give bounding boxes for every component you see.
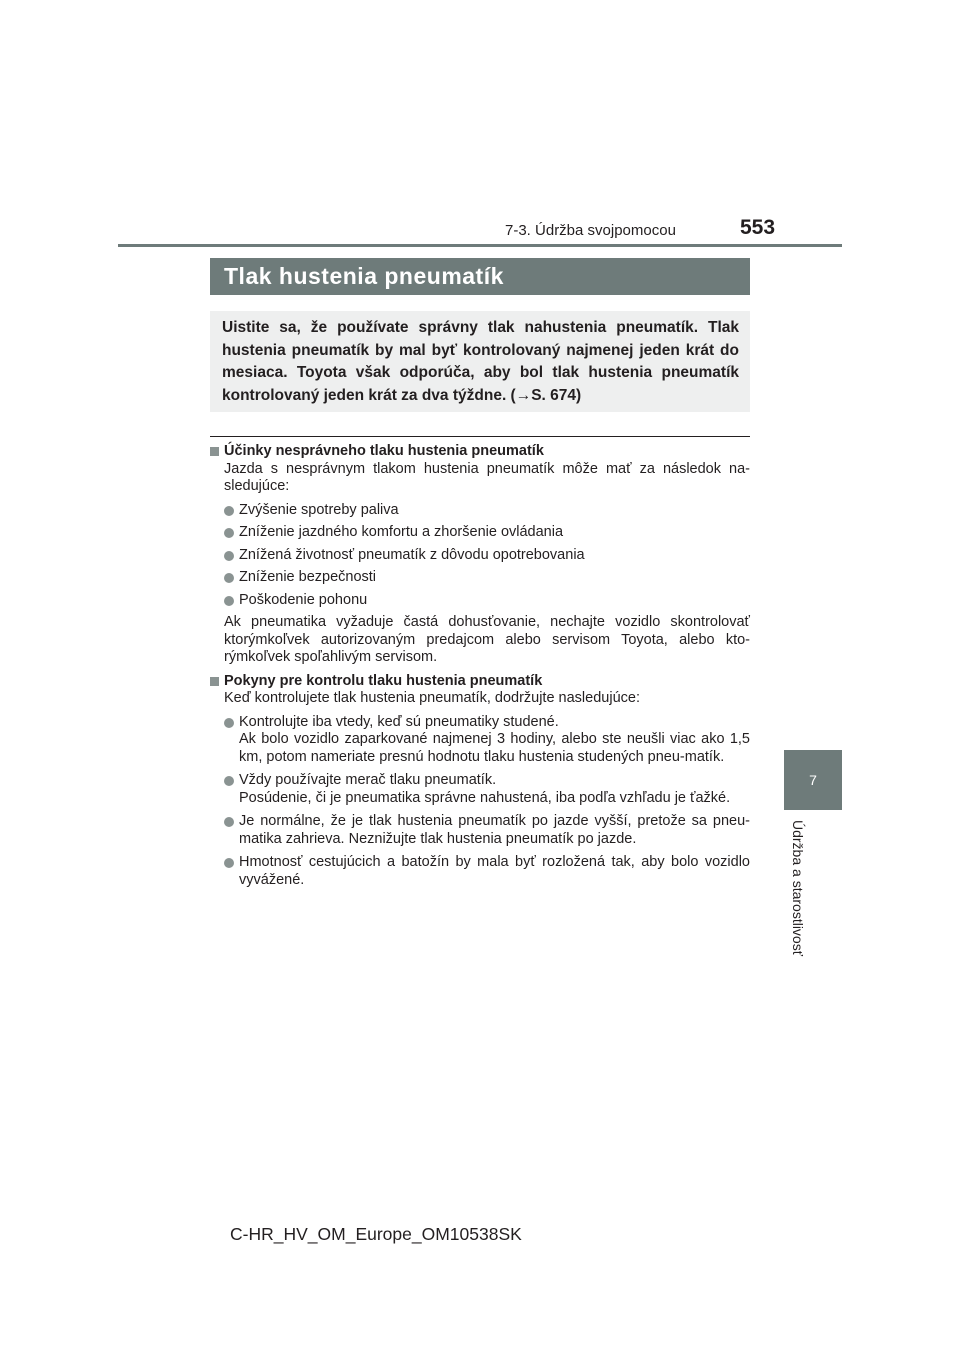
bullet-dot-icon — [224, 596, 234, 606]
list-item: Zvýšenie spotreby paliva — [210, 502, 750, 520]
running-header-section: 7-3. Údržba svojpomocou — [505, 222, 676, 239]
bullet-dot-icon — [224, 858, 234, 868]
bullet-dot-icon — [224, 776, 234, 786]
bullet-dot-icon — [224, 817, 234, 827]
bullet-dot-icon — [224, 573, 234, 583]
header-rule — [118, 244, 842, 247]
subsection-heading: Účinky nesprávneho tlaku hustenia pneumatík — [210, 443, 750, 461]
content-body — [210, 443, 750, 895]
bullet-dot-icon — [224, 551, 234, 561]
list-item: Zníženie jazdného komfortu a zhoršenie ovládania — [210, 524, 750, 542]
subsection-outro: Ak pneumatika vyžaduje častá dohusťovanie, nechajte vozidlo skontrolovať ktorýmkoľvek autorizovaným predajcom alebo servisom Toyota, alebo kto-rýmkoľvek spoľahlivým servisom. — [224, 614, 750, 665]
bullet-dot-icon — [224, 718, 234, 728]
list-item: Zníženie bezpečnosti — [210, 569, 750, 587]
subsection-heading: Pokyny pre kontrolu tlaku hustenia pneumatík — [210, 673, 750, 691]
chapter-tab — [784, 750, 842, 810]
list-item: Hmotnosť cestujúcich a batožín by mala byť rozložená tak, aby bolo vozidlo vyvážené. — [210, 854, 750, 889]
chapter-title-vertical: Údržba a starostlivosť — [790, 820, 806, 956]
bullet-dot-icon — [224, 528, 234, 538]
square-bullet-icon — [210, 677, 219, 686]
subsection-intro: Keď kontrolujete tlak hustenia pneumatík, dodržujte nasledujúce: — [224, 690, 640, 706]
intro-box — [210, 311, 750, 412]
subsection-intro: Jazda s nesprávnym tlakom hustenia pneumatík môže mať za následok na-sledujúce: — [224, 460, 750, 494]
chapter-number: 7 — [809, 772, 817, 788]
list-item: Je normálne, že je tlak hustenia pneumatík po jazde vyšší, pretože sa pneu-matika zahrieva. Neznižujte tlak hustenia pneumatík po jazde. — [210, 813, 750, 848]
section-rule — [210, 436, 750, 437]
page-number: 553 — [740, 216, 776, 239]
section-title-bar — [210, 258, 750, 295]
bullet-dot-icon — [224, 506, 234, 516]
document-footer-id: C-HR_HV_OM_Europe_OM10538SK — [230, 1224, 522, 1244]
list-item: Znížená životnosť pneumatík z dôvodu opotrebovania — [210, 547, 750, 565]
intro-text: Uistite sa, že používate správny tlak nahustenia pneumatík. Tlak hustenia pneumatík by mal byť kontrolovaný najmenej jeden krát do mesiaca. Toyota však odporúča, aby bol tlak hustenia pneumatík kontrolovaný jeden krát za dva týždne. (→S. 674) — [222, 319, 739, 404]
list-item: Poškodenie pohonu — [210, 592, 750, 610]
list-item: Kontrolujte iba vtedy, keď sú pneumatiky studené. Ak bolo vozidlo zaparkované najmenej 3 hodiny, alebo ste neušli viac ako 1,5 km, potom nameriate presnú hodnotu tlaku hustenia studených pneu-matík. — [210, 714, 750, 767]
section-title: Tlak hustenia pneumatík — [224, 263, 504, 289]
square-bullet-icon — [210, 447, 219, 456]
list-item: Vždy používajte merač tlaku pneumatík. Posúdenie, či je pneumatika správne nahustená, iba podľa vzhľadu je ťažké. — [210, 772, 750, 807]
